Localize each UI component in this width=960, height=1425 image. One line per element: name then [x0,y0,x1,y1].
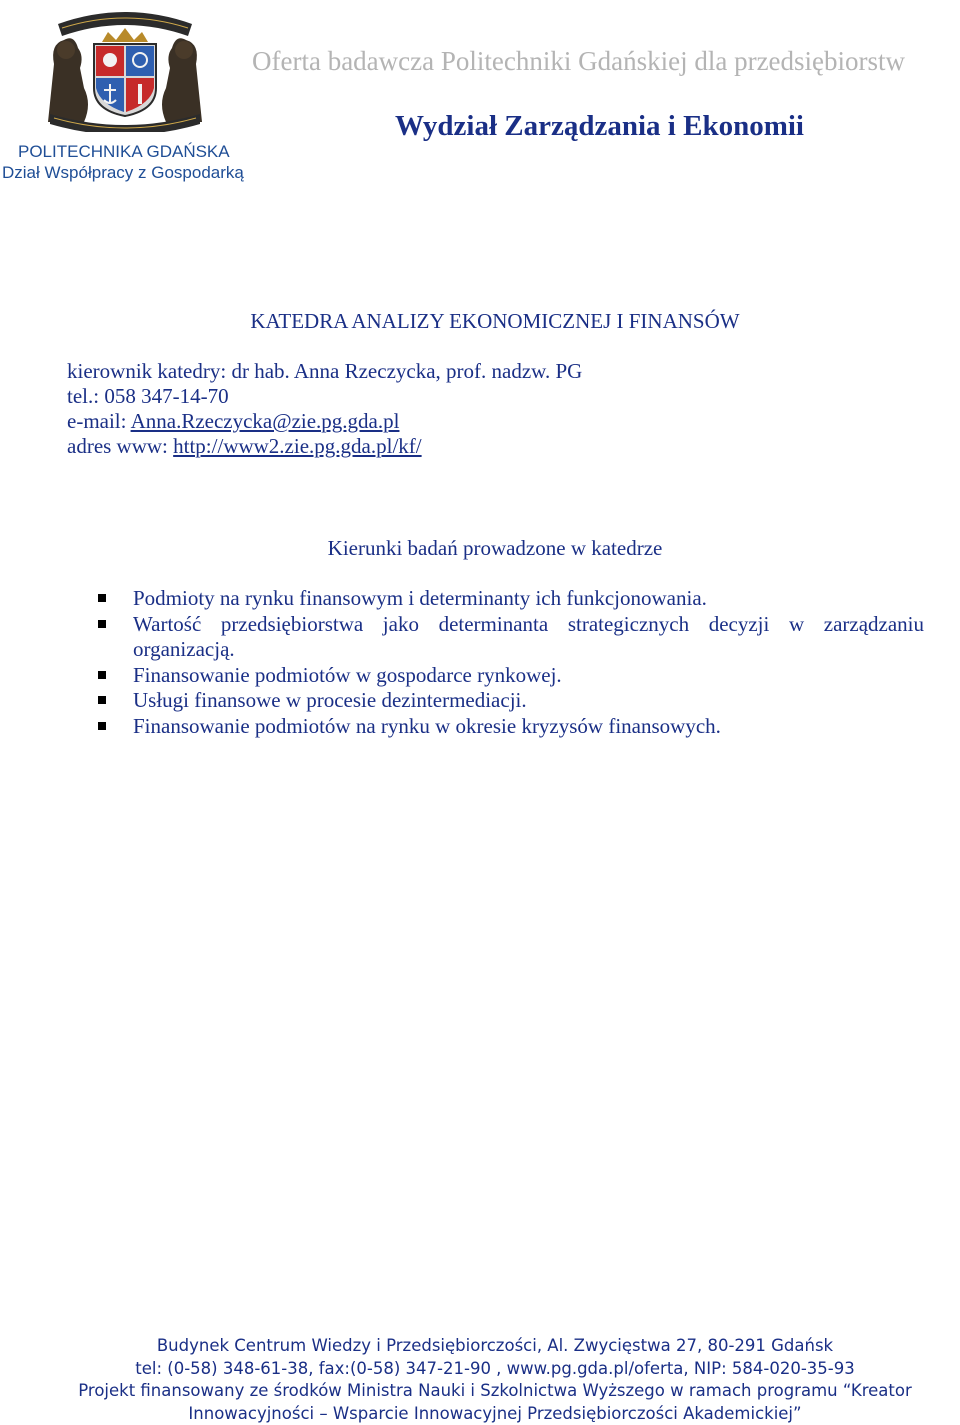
list-item: Finansowanie podmiotów na rynku w okresie kryzysów finansowych. [98,714,924,740]
tel-label: tel.: [67,384,99,408]
list-item: Podmioty na rynku finansowym i determinanty ich funkcjonowania. [98,586,924,612]
university-crest-logo [40,4,210,132]
list-item: Usługi finansowe w procesie dezintermediacji. [98,688,924,714]
list-item: Finansowanie podmiotów w gospodarce rynkowej. [98,663,924,689]
square-bullet-icon [98,722,106,730]
footer-address: Budynek Centrum Wiedzy i Przedsiębiorczości, Al. Zwycięstwa 27, 80-291 Gdańsk [0,1335,960,1358]
square-bullet-icon [98,671,106,679]
head-name: dr hab. Anna Rzeczycka, prof. nadzw. PG [231,359,582,383]
department-email [67,409,399,434]
website-link[interactable]: http://www2.zie.pg.gda.pl/kf/ [173,434,421,458]
square-bullet-icon [98,696,106,704]
faculty-title: Wydział Zarządzania i Ekonomii [395,110,804,143]
page-subtitle: Oferta badawcza Politechniki Gdańskiej dla przedsiębiorstw [252,46,905,77]
org-unit-name: Dział Współpracy z Gospodarką [2,163,244,183]
footer-contact: tel: (0-58) 348-61-38, fax:(0-58) 347-21-90 , www.pg.gda.pl/oferta, NIP: 584-020-35-93 [0,1358,960,1381]
square-bullet-icon [98,594,106,602]
email-label: e-mail: [67,409,126,433]
department-phone [67,384,229,409]
list-item: Wartość przedsiębiorstwa jako determinanta strategicznych decyzji w zarządzaniu [98,612,924,638]
research-list [98,586,924,739]
www-label: adres www: [67,434,168,458]
square-bullet-icon [98,620,106,628]
tel-value: 058 347-14-70 [104,384,228,408]
footer-funding-line2: Innowacyjności – Wsparcie Innowacyjnej Przedsiębiorczości Akademickiej” [0,1403,960,1425]
page-footer [0,1335,960,1425]
department-website [67,434,422,459]
department-name: KATEDRA ANALIZY EKONOMICZNEJ I FINANSÓW [0,309,960,334]
research-section-title: Kierunki badań prowadzone w katedrze [0,536,960,561]
list-item-continuation: organizacją. [98,637,924,663]
footer-funding-line1: Projekt finansowany ze środków Ministra Nauki i Szkolnictwa Wyższego w ramach programu “Kreator [0,1380,960,1403]
head-label: kierownik katedry: [67,359,226,383]
department-head [67,359,582,384]
university-name: POLITECHNIKA GDAŃSKA [18,142,230,162]
email-link[interactable]: Anna.Rzeczycka@zie.pg.gda.pl [131,409,400,433]
